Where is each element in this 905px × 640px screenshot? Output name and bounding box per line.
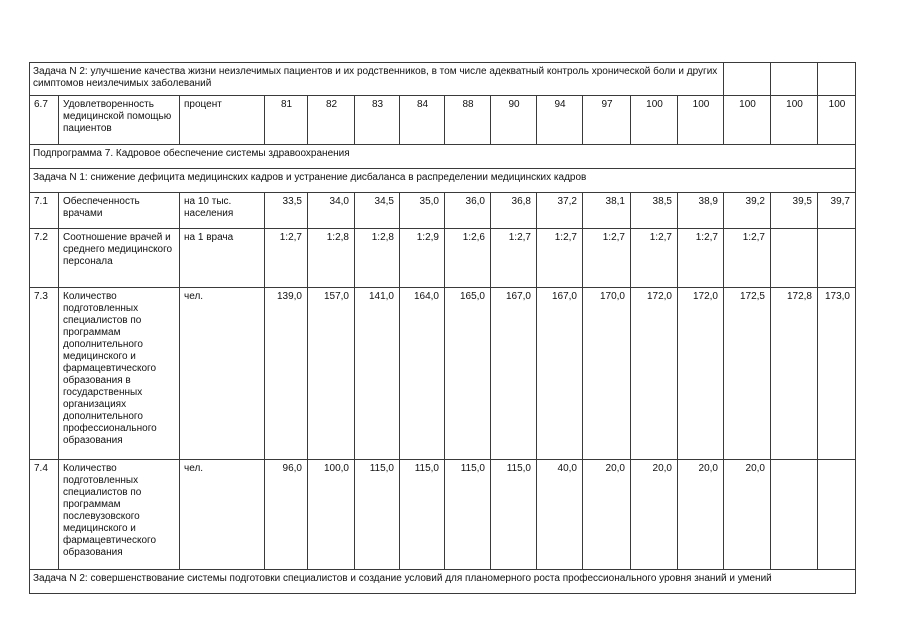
value-cell: 36,0: [445, 193, 491, 229]
empty-cell: [724, 63, 771, 96]
value-cell: 20,0: [678, 460, 724, 570]
table-row: [30, 193, 856, 229]
value-cell: 37,2: [537, 193, 583, 229]
value-cell: 115,0: [400, 460, 445, 570]
value-cell: 39,7: [818, 193, 856, 229]
value-cell: 83: [355, 96, 400, 145]
empty-cell: [818, 63, 856, 96]
task-2-training-text: Задача N 2: совершенствование системы подготовки специалистов и создание условий для планомерного роста профессионального уровня знаний и умений: [33, 573, 772, 584]
value-cell: 115,0: [491, 460, 537, 570]
task-1-staff-text: Задача N 1: снижение дефицита медицинских кадров и устранение дисбаланса в распределении медицинских кадров: [33, 172, 587, 183]
value-cell: 157,0: [308, 288, 355, 460]
unit: на 1 врача: [180, 229, 265, 288]
unit: чел.: [180, 460, 265, 570]
table-row: [30, 229, 856, 288]
value-cell: 97: [583, 96, 631, 145]
value-cell: 34,0: [308, 193, 355, 229]
subprogram-7-text: Подпрограмма 7. Кадровое обеспечение системы здравоохранения: [33, 148, 350, 159]
value-cell: 172,5: [724, 288, 771, 460]
value-cell: 164,0: [400, 288, 445, 460]
indicator-name: Количество подготовленных специалистов по программам послевузовского медицинского и фармацевтического образования: [59, 460, 180, 570]
value-cell: 81: [265, 96, 308, 145]
value-cell: 88: [445, 96, 491, 145]
value-cell: 1:2,7: [678, 229, 724, 288]
table-row: [30, 96, 856, 145]
indicators-table: [29, 62, 856, 594]
value-cell: 115,0: [355, 460, 400, 570]
subprogram-7-cell: [30, 145, 856, 169]
value-cell: 100: [631, 96, 678, 145]
row-number: 7.3: [30, 288, 59, 460]
value-cell: 33,5: [265, 193, 308, 229]
value-cell: 1:2,8: [308, 229, 355, 288]
unit: процент: [180, 96, 265, 145]
row-number: 6.7: [30, 96, 59, 145]
value-cell: 39,2: [724, 193, 771, 229]
subprogram-row: [30, 145, 856, 169]
value-cell: 1:2,6: [445, 229, 491, 288]
value-cell: 100: [771, 96, 818, 145]
value-cell: 36,8: [491, 193, 537, 229]
value-cell: 38,9: [678, 193, 724, 229]
unit: на 10 тыс. населения: [180, 193, 265, 229]
value-cell: 1:2,9: [400, 229, 445, 288]
unit: чел.: [180, 288, 265, 460]
value-cell: 82: [308, 96, 355, 145]
value-cell: 40,0: [537, 460, 583, 570]
value-cell: [818, 229, 856, 288]
value-cell: 90: [491, 96, 537, 145]
value-cell: 100: [678, 96, 724, 145]
value-cell: 1:2,7: [537, 229, 583, 288]
task-row: [30, 169, 856, 193]
value-cell: 34,5: [355, 193, 400, 229]
value-cell: 167,0: [537, 288, 583, 460]
task-1-staff-cell: [30, 169, 856, 193]
value-cell: 172,8: [771, 288, 818, 460]
value-cell: 1:2,7: [265, 229, 308, 288]
value-cell: 1:2,7: [724, 229, 771, 288]
value-cell: 20,0: [583, 460, 631, 570]
value-cell: 1:2,7: [583, 229, 631, 288]
value-cell: 115,0: [445, 460, 491, 570]
indicator-name: Удовлетворенность медицинской помощью пациентов: [59, 96, 180, 145]
value-cell: [771, 229, 818, 288]
task-2-training-cell: [30, 570, 856, 594]
value-cell: 39,5: [771, 193, 818, 229]
value-cell: 1:2,7: [491, 229, 537, 288]
value-cell: 139,0: [265, 288, 308, 460]
value-cell: 172,0: [631, 288, 678, 460]
value-cell: 96,0: [265, 460, 308, 570]
value-cell: 172,0: [678, 288, 724, 460]
value-cell: 1:2,7: [631, 229, 678, 288]
value-cell: 84: [400, 96, 445, 145]
row-number: 7.1: [30, 193, 59, 229]
value-cell: 38,1: [583, 193, 631, 229]
value-cell: 170,0: [583, 288, 631, 460]
indicator-name: Количество подготовленных специалистов по программам дополнительного медицинского и фармацевтического образования в государственных организациях дополнительного профессионального образования: [59, 288, 180, 460]
value-cell: [818, 460, 856, 570]
value-cell: [771, 460, 818, 570]
row-number: 7.4: [30, 460, 59, 570]
value-cell: 94: [537, 96, 583, 145]
value-cell: 167,0: [491, 288, 537, 460]
value-cell: 38,5: [631, 193, 678, 229]
value-cell: 1:2,8: [355, 229, 400, 288]
table-row: [30, 460, 856, 570]
row-number: 7.2: [30, 229, 59, 288]
indicator-name: Обеспеченность врачами: [59, 193, 180, 229]
task-2-quality-cell: [30, 63, 724, 96]
value-cell: 173,0: [818, 288, 856, 460]
document-page: [29, 62, 856, 594]
value-cell: 100: [724, 96, 771, 145]
table-row: [30, 288, 856, 460]
task-row: [30, 570, 856, 594]
value-cell: 35,0: [400, 193, 445, 229]
indicator-name: Соотношение врачей и среднего медицинского персонала: [59, 229, 180, 288]
task-row: [30, 63, 856, 96]
value-cell: 20,0: [631, 460, 678, 570]
task-2-quality-text: Задача N 2: улучшение качества жизни неизлечимых пациентов и их родственников, в том числе адекватный контроль хронической боли и других симптомов неизлечимых заболеваний: [33, 66, 718, 89]
value-cell: 100,0: [308, 460, 355, 570]
value-cell: 141,0: [355, 288, 400, 460]
value-cell: 20,0: [724, 460, 771, 570]
empty-cell: [771, 63, 818, 96]
value-cell: 100: [818, 96, 856, 145]
value-cell: 165,0: [445, 288, 491, 460]
